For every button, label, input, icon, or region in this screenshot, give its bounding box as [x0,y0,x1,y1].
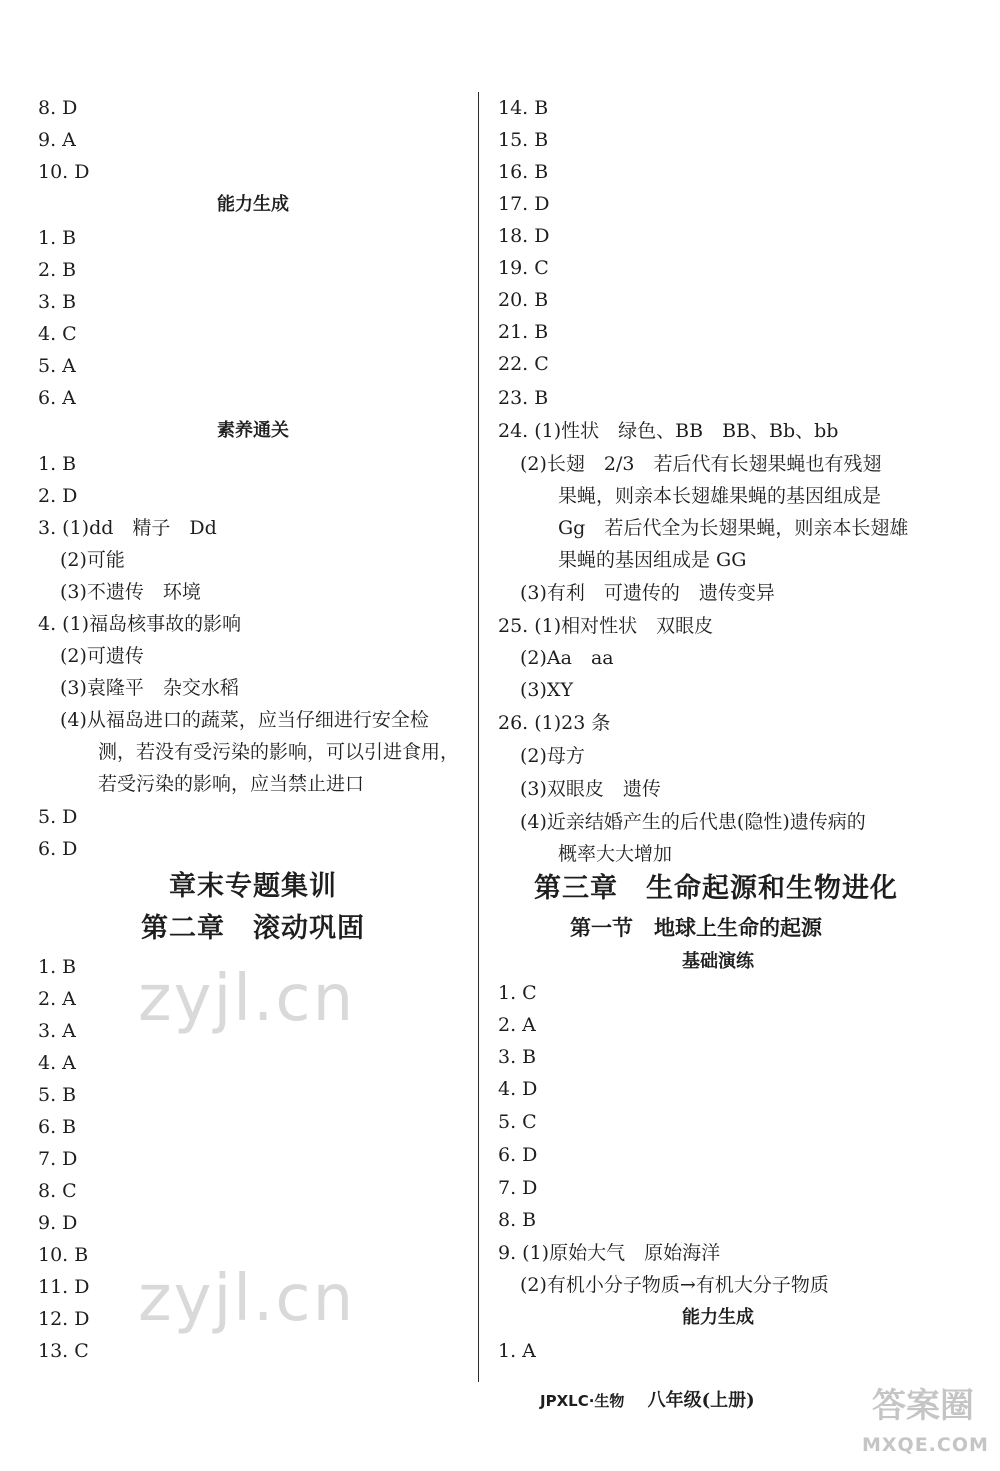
answer-line: 25. (1)相对性状 双眼皮 [498,615,714,637]
answer-subline: (4)近亲结婚产生的后代患(隐性)遗传病的 [520,811,866,833]
answer-line: 9. (1)原始大气 原始海洋 [498,1242,721,1264]
logo-url: MXQE.COM [862,1434,989,1456]
answer-line: 26. (1)23 条 [498,712,611,734]
answer-line: 8. C [38,1180,77,1202]
answer-line: 4. (1)福岛核事故的影响 [38,613,242,635]
section-title: 第一节 地球上生命的起源 [570,916,822,940]
answer-line: 20. B [498,289,549,311]
answer-line: 5. C [498,1111,537,1133]
answer-line: 2. A [498,1014,536,1036]
chapter-title: 第三章 生命起源和生物进化 [534,873,898,904]
answer-subline: (3)双眼皮 遗传 [520,778,661,800]
column-divider [478,92,479,1382]
answer-line: 8. D [38,97,78,119]
answer-line: 21. B [498,321,549,343]
watermark-text: zyjl.cn [138,962,356,1036]
answer-line: 4. D [498,1078,538,1100]
answer-line: 11. D [38,1276,90,1298]
answer-line: 17. D [498,193,550,215]
answer-line: 1. C [498,982,537,1004]
answer-subline: (3)有利 可遗传的 遗传变异 [520,582,775,604]
section-heading-ability: 能力生成 [217,194,289,215]
answer-line: 3. (1)dd 精子 Dd [38,517,217,539]
chapter-review-title: 章末专题集训 [169,871,337,902]
answer-continuation: 测，若没有受污染的影响，可以引进食用， [98,741,460,763]
answer-line: 1. B [38,453,77,475]
answer-line: 9. A [38,129,76,151]
answer-line: 14. B [498,97,549,119]
answer-line: 3. A [38,1020,76,1042]
answer-subline: (2)长翅 2/3 若后代有长翅果蝇也有残翅 [520,453,882,475]
answer-line: 7. D [498,1177,538,1199]
answer-line: 9. D [38,1212,78,1234]
answer-line: 5. B [38,1084,77,1106]
answer-subline: (2)有机小分子物质→有机大分子物质 [520,1274,829,1296]
answer-line: 19. C [498,257,549,279]
answer-subline: (3)不遗传 环境 [60,581,201,603]
answer-subline: (2)母方 [520,745,585,767]
answer-line: 6. D [38,838,78,860]
answer-line: 4. C [38,323,77,345]
answer-line: 2. B [38,259,77,281]
section-heading-literacy: 素养通关 [217,420,289,441]
page-footer [540,1386,755,1412]
answer-line: 1. B [38,956,77,978]
answer-line: 6. D [498,1144,538,1166]
answer-line: 1. B [38,227,77,249]
answer-line: 23. B [498,387,549,409]
answer-line: 6. A [38,387,76,409]
answer-line: 12. D [38,1308,90,1330]
answer-subline: (3)袁隆平 杂交水稻 [60,677,239,699]
answer-continuation: 若受污染的影响，应当禁止进口 [98,773,365,795]
answer-line: 3. B [38,291,77,313]
answer-line: 10. D [38,161,90,183]
answer-line: 16. B [498,161,549,183]
answer-line: 24. (1)性状 绿色、BB BB、Bb、bb [498,420,839,442]
answer-subline: (2)Aa aa [520,647,614,669]
answer-line: 8. B [498,1209,537,1231]
chapter-review-subtitle: 第二章 滚动巩固 [141,913,365,944]
answer-line: 22. C [498,353,549,375]
answer-subline: (4)从福岛进口的蔬菜，应当仔细进行安全检 [60,709,429,731]
answer-line: 2. D [38,485,78,507]
answer-line: 18. D [498,225,550,247]
answer-line: 4. A [38,1052,76,1074]
answer-line: 2. A [38,988,76,1010]
answer-line: 15. B [498,129,549,151]
answer-continuation: 概率大大增加 [558,843,673,865]
footer-grade: 八年级(上册) [647,1390,755,1411]
answer-line: 5. A [38,355,76,377]
footer-code: JPXLC·生物 [540,1392,625,1410]
answer-continuation: 果蝇，则亲本长翅雄果蝇的基因组成是 [558,485,882,507]
answer-subline: (2)可遗传 [60,645,144,667]
answer-line: 3. B [498,1046,537,1068]
section-heading-basic: 基础演练 [682,951,754,972]
section-heading-ability: 能力生成 [682,1307,754,1328]
answer-subline: (2)可能 [60,549,125,571]
answer-line: 5. D [38,806,78,828]
answer-continuation: 果蝇的基因组成是 GG [558,549,747,571]
answer-line: 6. B [38,1116,77,1138]
answer-line: 7. D [38,1148,78,1170]
answer-line: 1. A [498,1340,536,1362]
answer-subline: (3)XY [520,679,573,701]
answer-line: 13. C [38,1340,89,1362]
answer-continuation: Gg 若后代全为长翅果蝇，则亲本长翅雄 [558,517,909,539]
watermark-text: zyjl.cn [138,1262,356,1336]
answer-line: 10. B [38,1244,89,1266]
site-logo [862,1378,992,1463]
logo-mark: 答案圈 [872,1386,974,1426]
